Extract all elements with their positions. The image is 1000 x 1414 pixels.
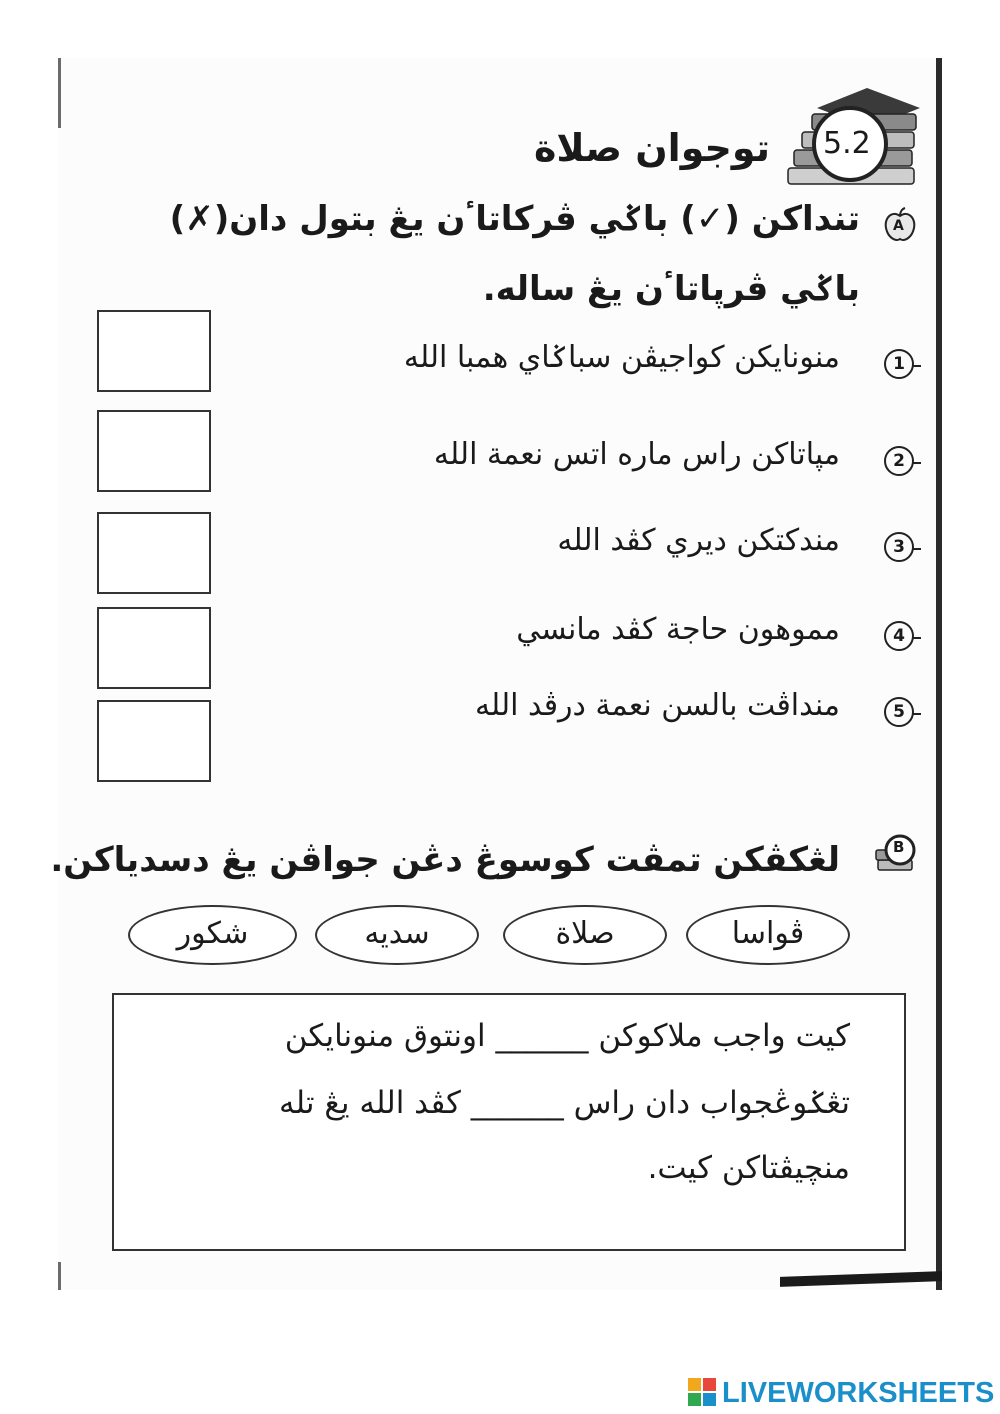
passage-line: تڠݢوڠجواب دان راس ______ كڤد الله يڠ تله (279, 1085, 850, 1121)
item-number: 1 (884, 349, 914, 379)
item-number: 4 (884, 621, 914, 651)
answer-box[interactable] (97, 607, 211, 689)
word-choice[interactable]: سديه (315, 905, 479, 965)
lesson-number: 5.2 (823, 126, 871, 161)
answer-box[interactable] (97, 512, 211, 594)
item-number: 5 (884, 697, 914, 727)
scan-edge (58, 1262, 61, 1290)
item-number: 3 (884, 532, 914, 562)
item-number: 2 (884, 446, 914, 476)
section-a-letter: A (893, 218, 904, 234)
section-b-instruction: لڠكڤكن تمڤت كوسوڠ دڠن جواڤن يڠ دسدياكن. (50, 840, 840, 880)
liveworksheets-logo (688, 1376, 994, 1410)
statement-text: منداڤت بالسن نعمة درڤد الله (474, 688, 840, 723)
section-a-instruction: تنداكن (✓) باݢي ڤركاتاٴن يڠ بتول دان(✗) (169, 199, 860, 239)
page-title: توجوان صلاة (534, 126, 770, 170)
statement-text: مڽاتاكن راس ماره اتس نعمة الله (433, 437, 840, 472)
statement-text: مندكتكن ديري كڤد الله (557, 523, 840, 558)
word-choice[interactable]: ڤواسا (686, 905, 850, 965)
section-a-instruction: باݢي ڤرڽاتاٴن يڠ ساله. (482, 269, 860, 309)
word-choice[interactable]: صلاة (503, 905, 667, 965)
answer-box[interactable] (97, 310, 211, 392)
statement-text: مموهون حاجة كڤد مانسي (516, 612, 840, 647)
answer-box[interactable] (97, 700, 211, 782)
section-b-letter: B (893, 838, 905, 856)
scan-edge (58, 58, 61, 128)
passage-line: منچيڤتاكن كيت. (647, 1150, 850, 1186)
scan-edge (936, 58, 942, 1290)
liveworksheets-mark-icon (688, 1378, 718, 1408)
passage-line: كيت واجب ملاكوكن ______ اونتوق منونايكن (284, 1018, 850, 1054)
word-choice[interactable]: شكور (128, 905, 297, 965)
brand-name: LIVEWORKSHEETS (722, 1376, 995, 1409)
statement-text: منونايكن كواجيڤن سباݢاي همبا الله (403, 340, 840, 375)
answer-box[interactable] (97, 410, 211, 492)
